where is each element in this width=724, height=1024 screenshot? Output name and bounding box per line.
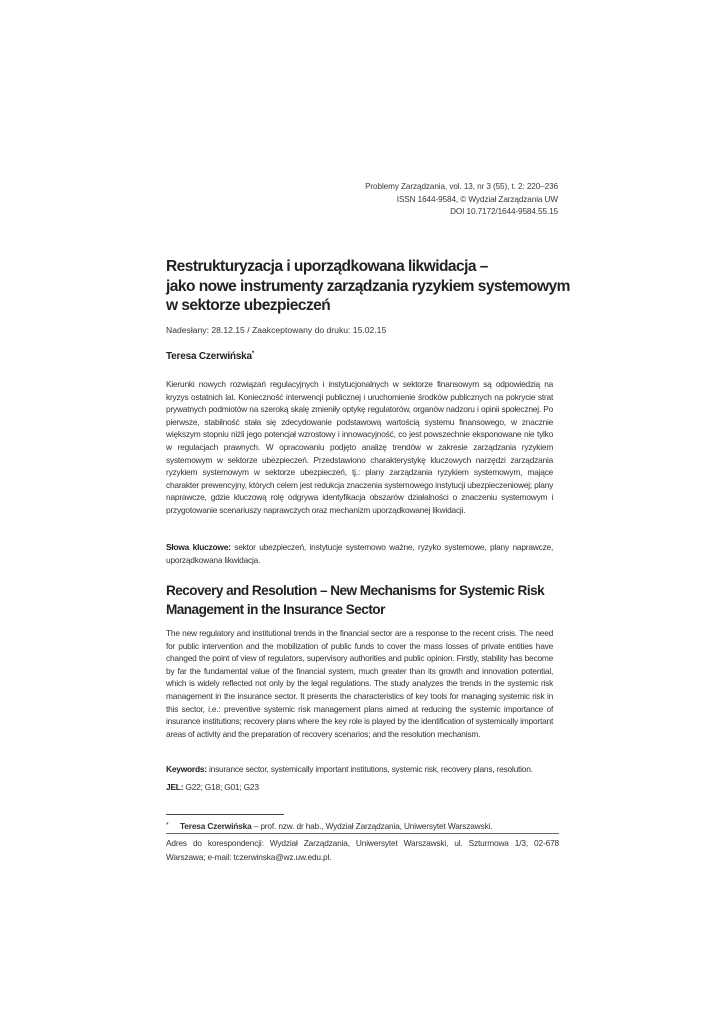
submission-dates: Nadesłany: 28.12.15 / Zaakceptowany do druku: 15.02.15 [166, 325, 387, 335]
keywords-pl [166, 541, 553, 566]
title-en-line-1: Recovery and Resolution – New Mechanisms for Systemic Risk [166, 582, 545, 598]
correspondence-address: Adres do korespondencji: Wydział Zarządzania, Uniwersytet Warszawski, ul. Szturmowa 1/3, 02-678 Warszawa; e-mail: tczerwinska@wz.uw.edu.pl. [166, 838, 559, 862]
abstract-en [166, 627, 553, 740]
footnote-mark: * [166, 822, 169, 829]
author-name: Teresa Czerwińska [166, 351, 252, 362]
correspondence-separator [166, 833, 559, 834]
title-pl-line-2: jako nowe instrumenty zarządzania ryzykiem systemowym [166, 277, 570, 295]
footnote-separator [166, 814, 284, 815]
keywords-en-text: insurance sector, systemically important institutions, systemic risk, recovery plans, resolution. [208, 764, 533, 774]
article-title-en [166, 581, 547, 618]
keywords-pl-text: sektor ubezpieczeń, instytucje systemowo ważne, ryzyko systemowe, plany naprawcze, uporządkowana likwidacja. [166, 542, 554, 565]
journal-issn: ISSN 1644-9584, © Wydział Zarządzania UW [396, 194, 558, 204]
footnote-affiliation: – prof. nzw. dr hab., Wydział Zarządzania, Uniwersytet Warszawski. [253, 821, 493, 831]
article-title-pl [166, 257, 570, 316]
jel-label: JEL: [166, 782, 184, 792]
abstract-en-text: The new regulatory and institutional trends in the financial sector are a response to the recent crisis. The need for public intervention and the mobilization of public funds to cover the mass losses of private entities have changed the point of view of regulators, supervisory authorities and public opinion. Firstly, stability has become by far the fundamental value of the financial system, much greater than its growth and innovation potential, which is widely reflected not only by the legal regulations. The study analyzes the trends in the systemic risk management in the insurance sector. It presents the characteristics of key tools for managing systemic risk in this sector, i.e.: preventive systemic risk management plans aimed at reducing the systemic importance of insurance institutions; recovery plans where the key role is played by the identification of systemically important areas of activity and the preparation of recovery scenarios; and the resolution mechanism. [166, 628, 554, 739]
keywords-en-label: Keywords: [166, 764, 207, 774]
journal-citation: Problemy Zarządzania, vol. 13, nr 3 (55), t. 2: 220–236 [365, 182, 558, 191]
jel-text: G22; G18; G01; G23 [185, 782, 259, 792]
footnote-author-name: Teresa Czerwińska [180, 821, 252, 831]
author-footnote-mark: * [251, 351, 255, 357]
journal-doi: DOI 10.7172/1644-9584.55.15 [450, 207, 558, 216]
keywords-pl-label: Słowa kluczowe: [166, 542, 231, 552]
journal-header [158, 181, 558, 219]
author-line [166, 351, 559, 362]
abstract-pl-text: Kierunki nowych rozwiązań regulacyjnych i instytucjonalnych w sektorze finansowym są odpowiedzią na kryzys ostatnich lat. Konieczność interwencji publicznej i uruchomienie środków publicznych na pokrycie strat prywatnych podmiotów na szeroką skalę zmieniły optykę regulatorów, organów nadzoru i opinii społecznej. Po pierwsze, stabilność stała się zdecydowanie podstawową wartością systemu finansowego, w znacznie większym stopniu niżli jego potencjał wzrostowy i innowacyjność, co jest powszechnie eksponowane nie tylko w regulacjach prawnych. W opracowaniu podjęto analizę trendów w zakresie zarządzania ryzykiem systemowym w sektorze ubezpieczeń. Przedstawiono charakterystykę kluczowych narzędzi zarządzania ryzykiem systemowym w sektorze ubezpieczeń, tj.: plany zarządzania ryzykiem systemowym, mające charakter prewencyjny, których celem jest redukcja znaczenia systemowego instytucji ubezpieczeniowej; plany naprawcze, gdzie kluczową rolę odgrywa identyfikacja obszarów działalności o znaczeniu systemowym i przygotowanie scenariuszy naprawczych oraz mechanizm uporządkowanej likwidacji. [166, 379, 554, 515]
title-en-line-2: Management in the Insurance Sector [166, 600, 385, 617]
abstract-pl [166, 378, 553, 517]
title-pl-line-3: w sektorze ubezpieczeń [166, 297, 331, 314]
title-pl-line-1: Restrukturyzacja i uporządkowana likwidacja – [166, 258, 488, 275]
author-footnote [166, 821, 559, 831]
jel-codes [166, 781, 553, 794]
keywords-en [166, 763, 553, 776]
